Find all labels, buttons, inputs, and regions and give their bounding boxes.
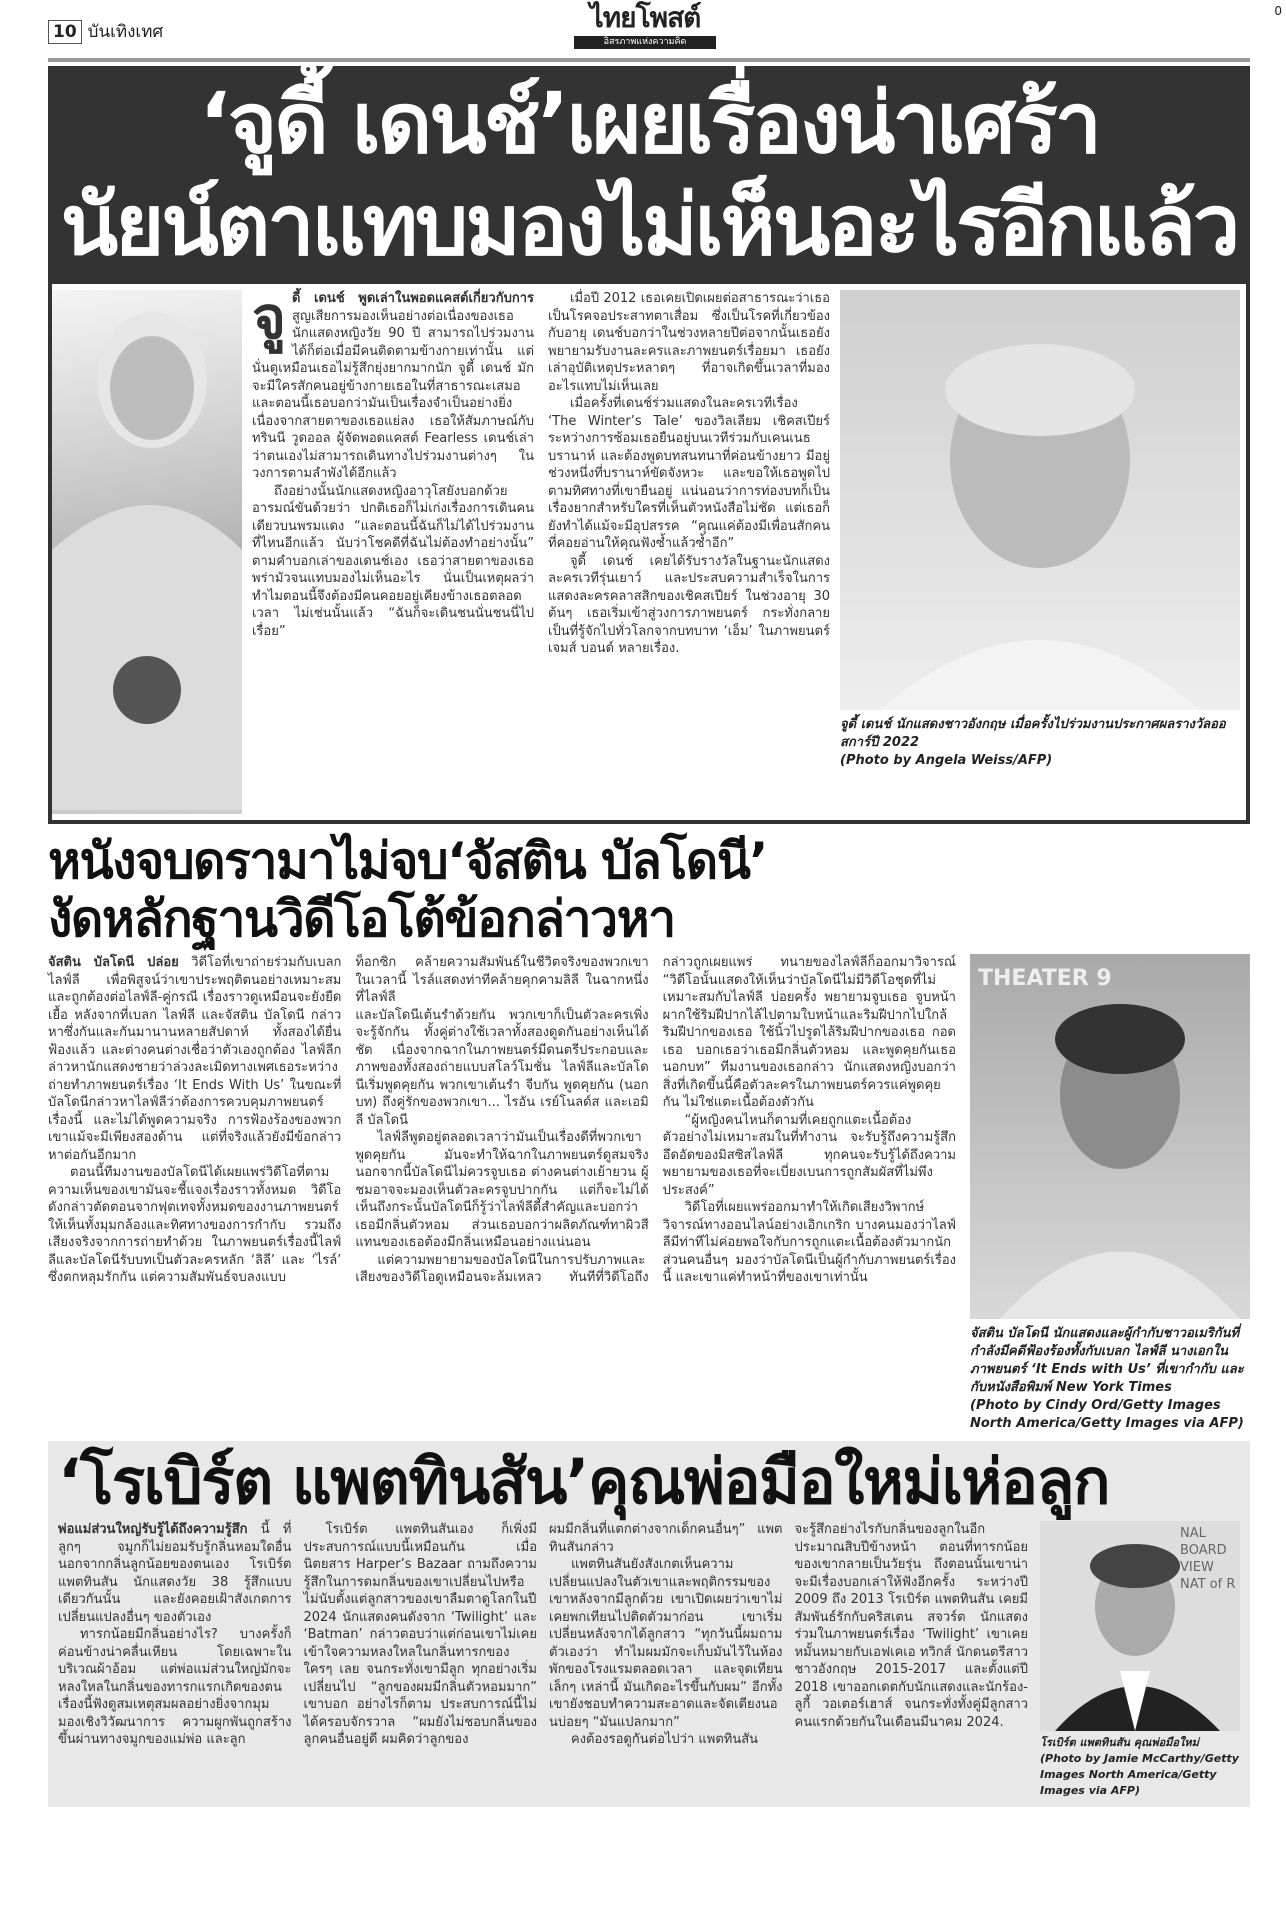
paragraph: เมื่อครั้งที่เดนช์ร่วมแสดงในละครเวทีเรื่อง ‘The Winter’s Tale’ ของวิลเลียม เชิคสเปียร์ ระหว่างการซ้อมเธอยืนอยู่บนเวทีร่วมกับเคนเนธ บรานาห์ และต้องพูดบทสนทนาที่ค่อนข้างยาว มีอยู่ช่วงหนึ่งที่บรานาห์ขัดจังหวะ และขอให้เธอพูดไปตามทิศทางที่เขายืนอยู่ แน่นอนว่าการท่องบทก็เป็นเรื่องยากสำหรับใครที่เห็นตัวหนังสือไม่ชัด แต่เธอก็ยังทำได้แม้จะมีอุปสรรค “คุณแค่ต้องมีเพื่อนสักคนที่คอยอ่านให้คุณฟังซ้ำแล้วซ้ำอีก” <box>548 396 830 551</box>
story1-col1-text: สูญเสียการมองเห็นอย่างต่อเนื่องของเธอ นักแสดงหญิงวัย 90 ปี สามารถไปร่วมงานได้ก็ต่อเมื่อมีคนติดตามข้างกายเท่านั้น แต่นั่นดูเหมือนเธอไม่รู้สึกยุ่งยากมากนัก จูดี้ เดนช์ มักจะมีใครสักคนอยู่ข้างกายเธอในที่สาธารณะเสมอ และตอนนี้เธอบอกว่ามันเป็นเรื่องจำเป็นอย่างยิ่ง เนื่องจากสายตาของเธอแย่ลง เธอให้สัมภาษณ์กับทรินนี วูดออล ผู้จัดพอดแคสต์ Fearless เดนช์เล่าว่าตนเองไม่สามารถเดินทางไปร่วมงานต่างๆ ในวงการตามลำพังได้อีกแล้ว <box>252 308 534 481</box>
portrait-figure-icon <box>840 290 1240 710</box>
paragraph: วิดีโอที่เผยแพร่ออกมาทำให้เกิดเสียงวิพากษ์วิจารณ์ทางออนไลน์อย่างเอิกเกริก บางคนมองว่าไลฟ์ลีมีท่าทีไม่ค่อยพอใจกับการถูกแตะเนื้อต้องตัวมากนัก ส่วนคนอื่นๆ มองว่าบัลโดนีเป็นผู้กำกับภาพยนตร์เรื่องนี้ และเขาแค่ทำหน้าที่ของเขาเท่านั้น <box>662 1200 956 1285</box>
story2-column1 <box>48 954 341 1164</box>
story3-caption <box>1040 1735 1240 1799</box>
story1-headline-line2: นัยน์ตาแทบมองไม่เห็นอะไรอีกแล้ว <box>60 176 1238 274</box>
story2-headline <box>48 832 1250 948</box>
photo-credit: (Photo by Jamie McCarthy/Getty Images North America/Getty Images via AFP) <box>1040 1752 1239 1797</box>
paragraph: แต่ความพยายามของบัลโดนีในการปรับภาพและเสียงของวิดีโอดูเหมือนจะล้มเหลว ทันทีที่วิดีโอถึงกล่าวถูกเผยแพร่ ทนายของไลฟ์ลีก็ออกมาวิจารณ์ “วิดีโอนั้นแสดงให้เห็นว่าบัลโดนีไม่มีวิดีโอชุดที่ไม่เหมาะสมกับไลฟ์ลี บ่อยครั้ง พยายามจูบเธอ จูบหน้าผากใช้ริมฝีปากไล้ไปตามใบหน้าและริมฝีปากไปใกล้ริมฝีปากของเธอ ใช้นิ้วไปรูดไล้ริมฝีปากของเธอ กอดเธอ บอกเธอว่าเธอมีกลิ่นตัวหอม และพูดคุยกันเธอนอกบท” ทีมงานของเธอกล่าว นักแสดงหญิงบอกว่าสิ่งที่เกิดขึ้นนี้คือตัวละครในภาพยนตร์ควรแค่พูดคุยกัน ไม่ใช่แตะเนื้อต้องตัวกัน <box>355 955 956 1285</box>
newspaper-logo <box>570 2 720 49</box>
photo-credit: (Photo by Cindy Ord/Getty Images North America/Getty Images via AFP) <box>970 1398 1244 1431</box>
story2-caption <box>970 1325 1250 1433</box>
page-header <box>48 0 1250 62</box>
story3-box <box>48 1441 1250 1807</box>
corner-mark: 0 <box>1274 4 1282 18</box>
judi-dench-figure-icon <box>52 290 242 810</box>
story1-column1 <box>252 284 534 483</box>
logo-text: ไทยโพสต์ <box>589 1 701 34</box>
story3-text <box>58 1521 1028 1799</box>
story2-section <box>48 832 1250 1433</box>
paragraph: และบัลโดนีเต้นรำด้วยกัน พวกเขาก็เป็นตัวละครเพิ่งจะรู้จักกัน ทั้งคู่ต่างใช้เวลาทั้งสองดูดกันอย่างเห็นได้ชัด เนื่องจากฉากในภาพยนตร์มีดนตรีประกอบและภาพของทั้งสองถ่ายแบบสโลว์โมชั่น ไลฟ์ลีและบัลโดนีเริ่มพูดคุยกัน พวกเขาเต้นรำ จีบกัน พูดคุยกัน (นอกบท) ถึงคู่รักของพวกเขา... ไรอัน เรย์โนลด์ส และเอมิลี บัลโดนี <box>355 1007 649 1128</box>
story3-lead: พ่อแม่ส่วนใหญ่รับรู้ได้ถึงความรู้สึก <box>58 1522 248 1537</box>
story2-text <box>48 954 956 1433</box>
story3-photo-column <box>1040 1521 1240 1799</box>
story1-text <box>252 284 830 814</box>
story3-column2: โรเบิร์ต แพตทินสันเอง ก็เพิ่งมีประสบการณ์แบบนี้เหมือนกัน เมื่อนิตยสาร Harper’s Bazaar ถามถึงความรู้สึกในการดมกลิ่นของเขาเปลี่ยนไปหรือไม่นับตั้งแต่ลูกสาวของเขาลืมตาดูโลกในปี 2024 นักแสดงคนดังจาก ‘Twilight’ และ ‘Batman’ กล่าวตอบว่าแต่ก่อนเขาไม่เคยเข้าใจความหลงใหลในกลิ่นทารกของใครๆ เลย จนกระทั่งเขามีลูก ทุกอย่างเริ่มเปลี่ยนไป “ลูกของผมมีกลิ่นตัวหอมมาก” เขาบอก อย่างไรก็ตาม ประสบการณ์นี้ไม่ได้ครอบจักรวาล “ผมยังไม่ชอบกลิ่นของลูกคนอื่นอยู่ดี ผมคิดว่าลูกของ <box>303 1522 537 1747</box>
justin-baldoni-photo <box>970 954 1250 1319</box>
photo-backdrop-text: THEATER 9 <box>978 966 1112 991</box>
story3-column4: จะรู้สึกอย่างไรกับกลิ่นของลูกในอีกประมาณสิบปีข้างหน้า ตอนที่ทารกน้อยของเขากลายเป็นวัยรุ่น ถึงตอนนั้นเขาน่าจะมีเรื่องบอกเล่าให้ฟังอีกครั้ง ระหว่างปี 2009 ถึง 2013 โรเบิร์ต แพตทินสัน เคยมีสัมพันธ์รักกับคริสเตน สจวร์ต นักแสดงร่วมในภาพยนตร์เรื่อง ‘Twilight’ เขาเคยหมั้นหมายกับเอฟเคเอ ทวิกส์ นักดนตรีสาวชาวอังกฤษ 2015-2017 และตั้งแต่ปี 2018 เขาออกเดตกับนักแสดงและนักร้อง-ลูกี้ วอเตอร์เฮาส์ จนกระทั่งทั้งคู่มีลูกสาวคนแรกด้วยกันในเดือนมีนาคม 2024. <box>794 1522 1028 1730</box>
logo-tagline: อิสรภาพแห่งความคิด <box>574 36 716 49</box>
paragraph: เมื่อปี 2012 เธอเคยเปิดเผยต่อสาธารณะว่าเธอเป็นโรคจอประสาทตาเสื่อม ซึ่งเป็นโรคที่เกี่ยวข้องกับอายุ เดนช์บอกว่าในช่วงหลายปีต่อจากนั้นเธอยังพยายามรับงานละครและภาพยนตร์เรื่อยมา เธอยังเล่าอุบัติเหตุประหลาดๆ ที่อาจเกิดขึ้นเวลาที่มองอะไรแทบไม่เห็นเลย <box>548 291 830 394</box>
robert-pattinson-photo <box>1040 1521 1240 1731</box>
photo-credit: (Photo by Angela Weiss/AFP) <box>840 753 1053 768</box>
story2-col2-text: ท็อกซิก คล้ายความสัมพันธ์ในชีวิตจริงของพวกเขาในเวลานี้ ไรล์แสดงท่าทีคล้ายคุกคามลิลี ในฉากหนึ่งที่ไลฟ์ลี <box>355 955 649 1005</box>
photo-backdrop-text: NAL BOARD VIEW NAT of R <box>1180 1526 1236 1592</box>
paragraph: คงต้องรอดูกันต่อไปว่า แพตทินสัน <box>571 1732 759 1747</box>
story3-body <box>58 1521 1240 1799</box>
baldoni-figure-icon <box>970 954 1250 1319</box>
story2-headline-line2: งัดหลักฐานวิดีโอโต้ข้อกล่าวหา <box>48 890 675 948</box>
dropcap: จู <box>252 284 286 352</box>
story1-section <box>48 284 1250 824</box>
paragraph: จูดี้ เดนช์ เคยได้รับรางวัลในฐานะนักแสดงละครเวทีรุ่นเยาว์ และประสบความสำเร็จในการแสดงละครคลาสสิกของเชิคสเปียร์ ในช่วงอายุ 30 ต้นๆ เธอเริ่มเข้าสู่วงการภาพยนตร์ กระทั่งกลายเป็นที่รู้จักไปทั่วโลกจากบทบาท ‘เอ็ม’ ในภาพยนตร์เจมส์ บอนด์ หลายเรื่อง. <box>548 553 830 656</box>
paragraph: ทารกน้อยมีกลิ่นอย่างไร? บางครั้งก็ค่อนข้างน่าคลื่นเหียน โดยเฉพาะในบริเวณผ้าอ้อม แต่พ่อแม่ส่วนใหญ่มักจะหลงใหลในกลิ่นของทารกแรกเกิดของตน เรื่องนี้ฟังดูสมเหตุสมผลอย่างยิ่งจากมุมมองเชิงวิวัฒนาการ ความผูกพันถูกสร้างขึ้นผ่านทางจมูกของแม่พ่อ และลูก <box>58 1627 292 1747</box>
page-label <box>48 18 163 45</box>
caption-text: จูดี้ เดนช์ นักแสดงชาวอังกฤษ เมื่อครั้งไปร่วมงานประกาศผลรางวัลออสการ์ปี 2022 <box>840 717 1226 750</box>
paragraph: ถึงอย่างนั้นนักแสดงหญิงอาวุโสยังบอกด้วยอารมณ์ขันด้วยว่า ปกติเธอก็ไม่เก่งเรื่องการเดินคนเดียวบนพรมแดง “และตอนนี้ฉันก็ไม่ได้ไปร่วมงานที่ไหนอีกแล้ว นับว่าโชคดีที่ฉันไม่ต้องทำอย่างนั้น” ตามคำบอกเล่าของเดนช์เอง เธอว่าสายตาของเธอพร่ามัวจนแทบมองไม่เห็นอะไร นั่นเป็นเหตุผลว่าทำไมตอนนี้จึงต้องมีคนคอยอยู่เคียงข้างเธอตลอดเวลา ไม่เช่นนั้นแล้ว “ฉันก็จะเดินชนนั่นชนนี่ไปเรื่อย” <box>252 483 534 639</box>
story2-lead: จัสติน บัลโดนี ปล่อย <box>48 955 179 970</box>
story2-col1-text: วิดีโอที่เขาถ่ายร่วมกับเบลก ไลฟ์ลี เพื่อพิสูจน์ว่าเขาประพฤติตนอย่างเหมาะสมและถูกต้องต่อไลฟ์ลี-คู่กรณี เรื่องราวดูเหมือนจะยังยืดเยื้อ หลังจากที่เบลก ไลฟ์ลี และจัสติน บัลโดนี กล่าวหาซึ่งกันและกันมานานหลายสัปดาห์ ทั้งสองได้ยื่นฟ้องแล้ว และต่างคนต่างเชื่อว่าตัวเองถูกต้อง ไลฟ์ลีกล่าวหานักแสดงชายว่าล่วงละเมิดทางเพศเธอระหว่างถ่ายทำภาพยนตร์เรื่อง ‘It Ends With Us’ ในขณะที่บัลโดนีกล่าวหาไลฟ์ลีว่าต้องการควบคุมภาพยนตร์เรื่องนี้ และไม่ได้พูดความจริง การฟ้องร้องของพวกเขาแม้จะมีเพียงสองด้าน แต่ที่จริงแล้วยังมีข้อกล่าวหาต่อกันอีกมาก <box>48 955 342 1163</box>
section-name: บันเทิงเทศ <box>87 22 164 42</box>
story3-column1 <box>58 1521 292 1626</box>
story3-headline: ‘โรเบิร์ต แพตทินสัน’คุณพ่อมือใหม่เห่อลูก <box>58 1445 1110 1518</box>
story1-caption <box>840 716 1240 770</box>
judi-dench-portrait-photo <box>840 290 1240 710</box>
story1-photo-column <box>840 290 1240 814</box>
story2-headline-line1: หนังจบดรามาไม่จบ‘จัสติน บัลโดนี’ <box>48 832 767 890</box>
paragraph: นี้ ที่ลูกๆ จมูกก็ไม่ยอมรับรู้กลิ่นหอมใดอื่นนอกจากกลิ่นลูกน้อยของตนเอง โรเบิร์ต แพตทินสัน นักแสดงวัย 38 รู้สึกแบบเดียวกันนั้น และยังคอยเฝ้าสังเกตการเปลี่ยนแปลงอื่นๆ ของตัวเอง <box>58 1522 292 1625</box>
paragraph: ผมมีกลิ่นที่แตกต่างจากเด็กคนอื่นๆ” แพตทินสันกล่าว <box>549 1522 783 1555</box>
story2-photo-column <box>970 954 1250 1433</box>
judi-dench-main-photo <box>52 290 242 814</box>
paragraph: ไลฟ์ลีพูดอยู่ตลอดเวลาว่ามันเป็นเรื่องดีที่พวกเขาพูดคุยกัน มันจะทำให้ฉากในภาพยนตร์ดูสมจริง นอกจากนี้บัลโดนีไม่ควรจูบเธอ ต่างคนต่างเย้ายวน ผู้ชมอาจจะมองเห็นตัวละครจูบปากกัน แต่ก็จะไม่ได้เห็นถึงกระนั้นบัลโดนีก็รู้ว่าไลฟ์ลีดี้สำคัญและบอกว่าเธอมีกลิ่นตัวหอม ส่วนเธอบอกว่าผลิตภัณฑ์ทาผิวสีแทนของเธอต้องมีกลิ่นเหมือนอย่างแน่นอน <box>355 1130 649 1250</box>
paragraph: ตอนนี้ทีมงานของบัลโดนีได้เผยแพร่วิดีโอที่ตามความเห็นของเขามันจะชี้แจงเรื่องราวทั้งหมด วิดีโอดังกล่าวตัดตอนจากฟุตเทจทั้งหมดของงานภาพยนตร์ ให้เห็นทั้งมุมกล้องและทิศทางของการกำกับ รวมถึงเสียงจริงจากการถ่ายทำด้วย ในภาพยนตร์เรื่องนี้ไลฟ์ลีและบัลโดนีรับบทเป็นตัวละครหลัก ‘ลิลี’ และ ‘ไรล์’ ซึ่งตกหลุมรักกัน แต่ความสัมพันธ์จบลงแบบ <box>48 1165 342 1285</box>
story1-lead: ดี้ เดนช์ พูดเล่าในพอดแคสต์เกี่ยวกับการ <box>291 291 534 306</box>
page-number: 10 <box>48 20 82 44</box>
newspaper-page <box>48 0 1250 1807</box>
caption-text: โรเบิร์ต แพตทินสัน คุณพ่อมือใหม่ <box>1040 1736 1199 1749</box>
story1-headline-line1: ‘จูดี้ เดนช์’เผยเรื่องน่าเศร้า <box>199 74 1099 172</box>
story2-body <box>48 954 1250 1433</box>
story1-headline-banner <box>48 66 1250 284</box>
paragraph: “ผู้หญิงคนไหนก็ตามที่เคยถูกแตะเนื้อต้องตัวอย่างไม่เหมาะสมในที่ทำงาน จะรับรู้ถึงความรู้สึกอึดอัดของมิสซิสไลฟ์ลี ทุกคนจะรับรู้ได้ถึงความพยายามของเธอที่จะเบี่ยงเบนการถูกสัมผัสที่ไม่พึงประสงค์” <box>662 1112 956 1198</box>
paragraph: แพตทินสันยังสังเกตเห็นความเปลี่ยนแปลงในตัวเขาและพฤติกรรมของเขาหลังจากมีลูกด้วย เขาเปิดเผยว่าเขาไม่เคยพกเทียนไปติดตัวมาก่อน เขาเริ่มเปลี่ยนหลังจากได้ลูกสาว “ทุกวันนี้ผมถามตัวเองว่า ทำไมผมมักจะเก็บมันไว้ในห้องพักของโรงแรมตลอดเวลา และจุดเทียนเล็กๆ เหล่านี้ มันเกิดอะไรขึ้นกับผม” อีกทั้งเขายังชอบทำความสะอาดและจัดเตียงนอนบ่อยๆ “มันแปลกมาก” <box>549 1557 783 1730</box>
caption-text: จัสติน บัลโดนี นักแสดงและผู้กำกับชาวอเมริกันที่กำลังมีคดีฟ้องร้องทั้งกับเบลก ไลฟ์ลี นางเอกในภาพยนตร์ ‘It Ends with Us’ ที่เขากำกับ และกับหนังสือพิมพ์ New York Times <box>970 1326 1244 1395</box>
